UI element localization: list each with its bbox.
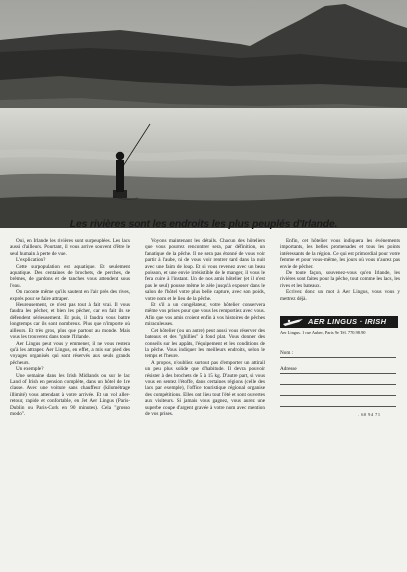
address-field-line-2[interactable] — [280, 384, 396, 385]
airline-address: Aer Lingus. 1 rue Auber, Paris 9e Tél. 770.98.90 — [280, 330, 366, 335]
name-field-label: Nom : — [280, 350, 294, 356]
paragraph: Aer Lingus peut vous y emmener, il ne vous restera qu'à les attraper. Aer Lingus, en effet, a mis sur pied des voyages organisés qui sont réservés aux seuls grands pêcheurs. — [10, 340, 130, 366]
paragraph: Enfin, cet hôtelier vous indiquera les événements importants, les belles promenades et tous les points intéressants de la région. Ce qui est primordial pour votre femme et pour vous-même, les jours où vous n'aurez pas envie de pêcher. — [280, 238, 400, 270]
logo-text: AER LINGUS · IRISH — [308, 317, 387, 326]
address-field-label: Adresse — [280, 366, 297, 372]
reply-coupon — [280, 316, 402, 416]
address-field-line[interactable] — [280, 373, 396, 374]
ad-headline: Les rivières sont les endroits les plus peuplés d'Irlande. — [69, 218, 338, 230]
paragraph: Ecrivez donc un mot à Aer Lingus, vous vous y mettrez déjà. — [280, 289, 400, 302]
paragraph: Cet hôtelier (ou un autre) peut aussi vous réserver des bateaux et des "ghillies" à fond plat. Vous donner des conseils sur les appâts, l'équipement et les conditions de la pêche. Vous indiquer les meilleurs endroits, selon le temps et l'heure. — [145, 327, 265, 360]
paragraph: Un exemple? — [16, 366, 44, 373]
paragraph: L'explication? — [16, 257, 46, 264]
paragraph: A propos, n'oubliez surtout pas d'emporter un attirail un peu plus solide que d'habitude. Il devra pouvoir résister à des brochets de 5 à 15 kg. D'autre part, si vous vous en sentez l'étoffe, dans certaines régions (celle des lacs par exemple), l'office touristique régional organise des compétitions. Elles ont lieu tout l'été et sont ouvertes aux visiteurs. Si jamais vous gagnez, vous aurez une superbe coupe d'argent gravée à votre nom avec mention de vos prises. — [145, 359, 265, 417]
address-field-line-3[interactable] — [280, 395, 396, 396]
text-column-2 — [145, 238, 265, 417]
paragraph: On raconte même qu'ils sautent en l'air près des rives, exprès pour se faire attraper. — [10, 289, 130, 302]
text-column-1 — [10, 238, 130, 417]
text-column-3 — [280, 238, 400, 302]
coupon-code: . 60 94 71 — [358, 412, 381, 417]
paragraph: De toute façon, souvenez-vous qu'en Irlande, les rivières sont faites pour la pêche, tout comme les lacs, les rives et les bateaux. — [280, 270, 400, 289]
paragraph: Une semaine dans les Irish Midlands ou sur le lac Land of Irish en pension complète, dans un hôtel de 1re classe. Avec une voiture sans chauffeur (kilométrage illimité) vous attendant à votre arrivée. Et un vol aller-retour, rapide et confortable, en Jet Aer Lingus (Paris-Dublin ou Paris-Cork en 90 minutes). Cela "grosso modo". — [10, 372, 130, 417]
airline-shamrock-icon — [283, 318, 303, 330]
paragraph: Voyons maintenant les détails. Chacun des hôteliers que vous pourrez rencontrer sera, par définition, un fanatique de la pêche. Il ne sera pas étonné de vous voir partir à l'aube, ni de vous voir rentrer tard dans la nuit avec une faim de loup. Et si vous revenez avec un beau poisson, et une envie irrésistible de le manger, il vous le fera cuire à l'instant. Un de nos amis hôtelier (et il n'est pas le seul) pousse même le zèle jusqu'à exposer dans le salon de l'hôtel votre plus belle capture, avec son poids, votre nom et le lieu de la pêche. — [145, 238, 265, 302]
paragraph: Cette surpopulation est aquatique. Et seulement aquatique. Des centaines de brochets, de perches, de brèmes, de gardons et de tanches vous attendent sous l'eau. — [10, 263, 130, 289]
name-field-line[interactable] — [280, 357, 396, 358]
river-landscape-photo — [0, 0, 407, 228]
paragraph: Heureusement, ce n'est pas tout à fait vrai. Il vous faudra les pêcher, et bien les pêcher, car en fait ils se défendent sérieusement. Et puis, il faudra vous battre longtemps car ils sont nombreux. Plus que n'importe où ailleurs. Et très gros, plus que partout au monde. Mais vous les trouverez dans toute l'Irlande. — [10, 302, 130, 341]
aer-lingus-logo — [280, 316, 398, 328]
body-columns — [10, 238, 400, 570]
paragraph: Et s'il a un congélateur, votre hôtelier conservera même vos prises pour que vous les remportiez avec vous. Afin que vos amis croient enfin à vos histoires de pêches miraculeuses. — [145, 302, 265, 328]
address-field-line-4[interactable] — [280, 406, 396, 407]
paragraph: Oui, en Irlande les rivières sont surpeuplées. Les lacs aussi d'ailleurs. Pourtant, il vous arrive souvent d'être le seul humain à perte de vue. — [10, 238, 130, 257]
